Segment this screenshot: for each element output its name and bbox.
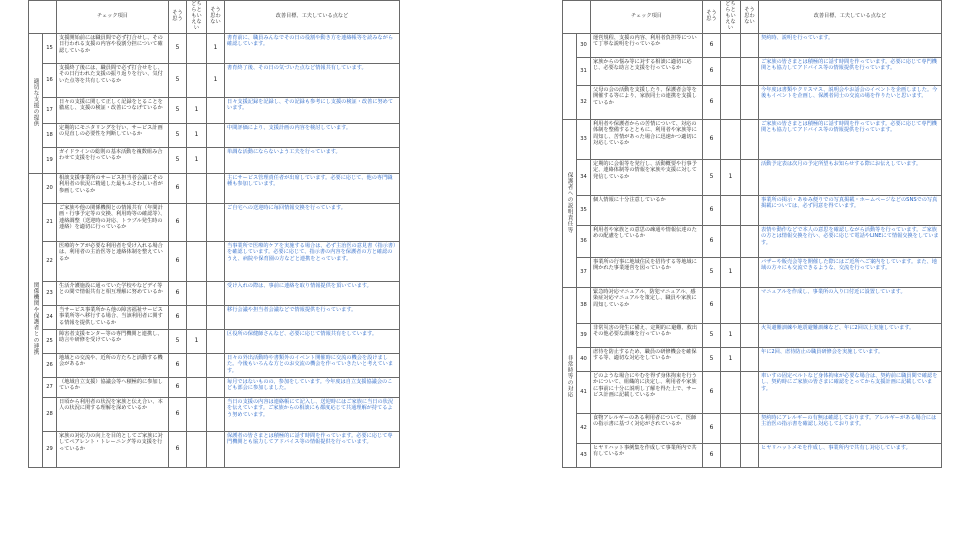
neither-count (721, 195, 741, 225)
neither-count (187, 377, 207, 397)
table-row (29, 377, 400, 397)
neither-count (187, 305, 207, 329)
no-count (741, 347, 759, 371)
yes-count: 6 (169, 203, 187, 241)
check-item: 虐待を防止するため、職員の研修機会を確保する等、適切な対応をしているか (591, 347, 703, 371)
no-count (207, 397, 225, 431)
check-item-header: チェック項目 (57, 1, 169, 34)
item-number: 21 (43, 203, 57, 241)
neither-count (721, 85, 741, 119)
no-count: 1 (207, 63, 225, 97)
table-row (563, 33, 942, 57)
neither-count (187, 33, 207, 63)
item-number: 33 (577, 119, 591, 159)
table-row (563, 57, 942, 85)
no-count (207, 305, 225, 329)
table-row (29, 97, 400, 123)
yes-count: 6 (703, 85, 721, 119)
no-count (207, 241, 225, 281)
table-row (29, 203, 400, 241)
item-number: 39 (577, 323, 591, 347)
yes-count: 6 (169, 431, 187, 467)
item-number: 20 (43, 173, 57, 203)
check-item: （地域自立支援）協議会等へ積極的に参加しているか (57, 377, 169, 397)
table-row (29, 63, 400, 97)
yes-count: 6 (703, 225, 721, 257)
check-item: 事業所の行事に地域住民を招待する等地域に開かれた事業運営を図っているか (591, 257, 703, 287)
no-count (741, 195, 759, 225)
no-count (741, 257, 759, 287)
check-item: 地域との交流や、近所の方たちと活動する機会があるか (57, 353, 169, 377)
improvement-comment: 活動予定表は次月の予定所望もお知らせする際にお伝えしています。 (759, 159, 942, 195)
improvement-comment: 車いすの固定ベルトなど身体拘束が必要な場合は、契約前に職員間で確認をし、契約時にご家族の皆さまに確認をとってから支援計画に記載しています。 (759, 371, 942, 413)
yes-count: 6 (169, 281, 187, 305)
yes-count: 5 (169, 33, 187, 63)
no-count (207, 173, 225, 203)
table-row (563, 371, 942, 413)
yes-count: 6 (169, 397, 187, 431)
check-item: 食物アレルギーのある利用者について、医師の指示書に基づく対応がされているか (591, 413, 703, 443)
improvement-comment: 移行会議や担当者会議などで情報提供を行っています。 (225, 305, 400, 329)
table-row (29, 147, 400, 173)
improvement-comment: 区役所の保健師さんなど、必要に応じて情報共有をしています。 (225, 329, 400, 353)
improvement-comment: 契約時にアレルギーの有無は確認しております。アレルギーがある場合には主治医の指示書を確認し対応しております。 (759, 413, 942, 443)
table-row (563, 443, 942, 467)
neither-count: 1 (187, 97, 207, 123)
category-cell (563, 287, 577, 467)
improvement-comment: ヒヤリハットメモを作成し、事業所内で共有し対応しています。 (759, 443, 942, 467)
yes-count: 6 (703, 413, 721, 443)
yes-count: 6 (703, 195, 721, 225)
check-item: 当サービス事業所から他の障害福祉サービス事業所等へ移行する場合、当該利用者に関する情報を提供しているか (57, 305, 169, 329)
corner-cell (29, 1, 57, 34)
no-count (741, 371, 759, 413)
yes-count: 5 (703, 347, 721, 371)
check-item: ご家族や他の関係機関との情報共有（年間計画・行事予定等の交換、利用時等の確認等）、連絡調整（送迎時の対応、トラブル発生時の連絡）を適切に行っているか (57, 203, 169, 241)
check-item: 支援開始前には職員間で必ず打合せし、その日行われる支援の内容や役割分担について確認しているか (57, 33, 169, 63)
left-sheet (28, 0, 400, 551)
improvement-comment: 受け入れの際は、事前に連絡を取り情報提供を頂いています。 (225, 281, 400, 305)
no-count (741, 225, 759, 257)
no-count (207, 377, 225, 397)
yes-header: そう思う (169, 1, 187, 34)
item-number: 34 (577, 159, 591, 195)
table-row (29, 353, 400, 377)
check-item: ヒヤリハット事例集を作成して事業所内で共有しているか (591, 443, 703, 467)
neither-count (721, 57, 741, 85)
improvement-comment: 単調な活動にならないよう工夫を行っています。 (225, 147, 400, 173)
neither-count (187, 241, 207, 281)
check-item: 緊急時対応マニュアル、防犯マニュアル、感染症対応マニュアルを策定し、職員や家族に周知しているか (591, 287, 703, 323)
neither-count: 1 (721, 323, 741, 347)
yes-count: 5 (703, 257, 721, 287)
table-row (29, 431, 400, 467)
item-number: 19 (43, 147, 57, 173)
neither-count (721, 119, 741, 159)
item-number: 27 (43, 377, 57, 397)
yes-count: 5 (169, 97, 187, 123)
neither-count (187, 63, 207, 97)
no-count (741, 57, 759, 85)
item-number: 41 (577, 371, 591, 413)
category-cell (29, 173, 43, 467)
table-row (29, 123, 400, 147)
item-number: 36 (577, 225, 591, 257)
no-count (207, 431, 225, 467)
no-count (741, 413, 759, 443)
improvement-comment: 日々支援記録を記録し、その記録も参考にし支援の検証・改善に努めています。 (225, 97, 400, 123)
neither-count: 1 (721, 257, 741, 287)
yes-count: 5 (169, 329, 187, 353)
table-row (563, 225, 942, 257)
item-number: 38 (577, 287, 591, 323)
check-item: 相談支援事業所のサービス担当者会議にその利用者の状況に精通した最もふさわしい者が参画しているか (57, 173, 169, 203)
yes-count: 6 (703, 33, 721, 57)
improvement-comment: ご自宅への送迎時に毎回情報交換を行っています。 (225, 203, 400, 241)
no-count (741, 119, 759, 159)
table-row (563, 347, 942, 371)
item-number: 23 (43, 281, 57, 305)
item-number: 29 (43, 431, 57, 467)
table-row (29, 241, 400, 281)
improvement-comment: 事業所の掲示・あゆみ便りでの写真掲載・ホームページなどのSNSでの写真掲載については、必ず同意を得ています。 (759, 195, 942, 225)
table-row (563, 159, 942, 195)
neither-count (187, 353, 207, 377)
improvement-comment: 契約時、説明を行っています。 (759, 33, 942, 57)
checklist-table-left (28, 0, 400, 468)
yes-count: 6 (169, 305, 187, 329)
table-row (563, 85, 942, 119)
yes-count: 6 (169, 353, 187, 377)
yes-header: そう思う (703, 1, 721, 34)
improvement-comment: 表情や動作などで本人の意思を確認しながら活動等を行っています。ご家族の方とは情報交換を行い、必要に応じて電話やLINEにて情報交換をしています。 (759, 225, 942, 257)
no-count: 1 (207, 33, 225, 63)
neither-count: 1 (721, 159, 741, 195)
yes-count: 6 (169, 173, 187, 203)
neither-count (721, 443, 741, 467)
no-count (207, 353, 225, 377)
item-number: 32 (577, 85, 591, 119)
improvement-comment: 火災避難訓練や地震避難訓練など、年に2回以上実施しています。 (759, 323, 942, 347)
check-item: 生活介護施設に通っていた学校やなどデイ等との間で情報共有と相互理解に努めているか (57, 281, 169, 305)
improvement-comment: 保護者の皆さまとは積極的に話す時間を作っています。必要に応じて専門機関とも協力してアドバイス等の情報提供を行っています。 (225, 431, 400, 467)
check-item: 日々の支援に関して正しく記録をとることを徹底し、支援の検証・改善につなげているか (57, 97, 169, 123)
improvement-comment: ご家族の皆さまとは積極的に話す時間を作っています。必要に応じて専門機関とも協力してアドバイス等の情報提供を行っています。 (759, 119, 942, 159)
yes-count: 5 (169, 123, 187, 147)
check-item: 家族の対応力の向上を目的としてご家族に対してペアレント・トレーニング等の支援を行っているか (57, 431, 169, 467)
check-item: どのような場合にやむを得ず身体拘束を行うかについて、組織的に決定し、利用者や家族に事前に十分に説明し了解を得た上で、サービス計画に記載しているか (591, 371, 703, 413)
improvement-comment: 中間評価により、支援計画の内容を検討しています。 (225, 123, 400, 147)
yes-count: 6 (703, 371, 721, 413)
item-number: 43 (577, 443, 591, 467)
yes-count: 6 (169, 377, 187, 397)
table-row (29, 33, 400, 63)
no-count (207, 123, 225, 147)
item-number: 18 (43, 123, 57, 147)
category-cell (29, 33, 43, 173)
improvement-comment: 書育前に、職員みんなでその日の役割や動き方を連絡帳等を読みながら確認しています。 (225, 33, 400, 63)
neither-count (721, 33, 741, 57)
checklist-table-right (562, 0, 942, 468)
table-row (563, 323, 942, 347)
yes-count: 5 (703, 323, 721, 347)
improvement-comment: 主にサービス管理責任者が出席しています。必要に応じて、他の専門職種も参加しています。 (225, 173, 400, 203)
neither-count (721, 371, 741, 413)
neither-count (187, 431, 207, 467)
yes-count: 6 (703, 119, 721, 159)
check-item: 個人情報に十分注意しているか (591, 195, 703, 225)
item-number: 30 (577, 33, 591, 57)
improvement-comment: マニュアルを作成し、事業所の入り口付近に設置しています。 (759, 287, 942, 323)
check-item: 障害者支援センター等の専門機関と連携し、助言や研修を受けているか (57, 329, 169, 353)
no-header: そう思わない (207, 1, 225, 34)
category-label: 適切な支援の提供 (32, 77, 39, 127)
no-count (207, 97, 225, 123)
no-count (207, 203, 225, 241)
table-row (29, 397, 400, 431)
improvement-comment: 毎月ではないものの、参加をしています。今年度は自立支援協議会のこども部会に参加しました。 (225, 377, 400, 397)
improvement-comment: ご家族の皆さまとは積極的に話す時間を作っています。必要に応じて専門機関とも協力してアドバイス等の情報提供を行っています。 (759, 57, 942, 85)
table-row (563, 257, 942, 287)
yes-count: 6 (169, 241, 187, 281)
table-row (563, 413, 942, 443)
item-number: 22 (43, 241, 57, 281)
yes-count: 5 (169, 147, 187, 173)
no-count (741, 85, 759, 119)
table-row (29, 305, 400, 329)
yes-count: 6 (703, 443, 721, 467)
improvement-comment: 年に2回、虐待防止の職員研修会を実施しています。 (759, 347, 942, 371)
check-item: 支援終了後には、職員間で必ず打合せをし、その日行われた支援の振り返りを行い、気付いた点等を共有しているか (57, 63, 169, 97)
no-header: そう思わない (741, 1, 759, 34)
table-row (563, 119, 942, 159)
item-number: 24 (43, 305, 57, 329)
check-item: 日頃から利用者の状況を家族と伝え合い、本人の状況に関する理解を深めているか (57, 397, 169, 431)
improvement-header: 改善目標、工夫している点など (759, 1, 942, 34)
improvement-header: 改善目標、工夫している点など (225, 1, 400, 34)
improvement-comment: バザーや販売会等を開催した際にはご近所へご案内をしています。また、地域の方々にも交流できるような、交流を行っています。 (759, 257, 942, 287)
check-item: 非常災害の発生に備え、定期的に避難、救出その他必要な訓練を行っているか (591, 323, 703, 347)
item-number: 26 (43, 353, 57, 377)
check-item-header: チェック項目 (591, 1, 703, 34)
item-number: 35 (577, 195, 591, 225)
check-item: 家族からの悩み等に対する相談に適切に応じ、必要な助言と支援を行っているか (591, 57, 703, 85)
no-count (741, 287, 759, 323)
neither-count: 1 (187, 147, 207, 173)
neither-count (721, 225, 741, 257)
table-row (29, 173, 400, 203)
improvement-comment: 書育終了後、その日の気づいた点など情報共有しています。 (225, 63, 400, 97)
no-count (207, 147, 225, 173)
check-item: 定期的に会報等を発行し、活動概要や行事予定、連絡体制等の情報を家族や支援に対して発信しているか (591, 159, 703, 195)
improvement-comment: 当事業所で医療的ケアを実施する場合は、必ず主治医の意見書（指示書）を確認しています。必要に応じて、指示書の内容を保護者の方と確認のうえ、病院や保育園の方などと連携をとっています。 (225, 241, 400, 281)
check-item: 利用者や保護者からの苦情について、対応の体制を整備するとともに、利用者や家族等に周知し、苦情があった場合に迅速かつ適切に対応しているか (591, 119, 703, 159)
table-row (29, 329, 400, 353)
check-item: 定期的にモニタリングを行い、サービス計画の見直しの必要性を判断しているか (57, 123, 169, 147)
yes-count: 5 (703, 159, 721, 195)
right-sheet (562, 0, 942, 551)
yes-count: 6 (703, 57, 721, 85)
category-label: 非常時等の対応 (566, 354, 573, 398)
item-number: 17 (43, 97, 57, 123)
item-number: 37 (577, 257, 591, 287)
item-number: 16 (43, 63, 57, 97)
check-item: 利用者や家族との意思の疎通や情報伝達のための配慮をしているか (591, 225, 703, 257)
yes-count: 6 (703, 287, 721, 323)
table-row (29, 281, 400, 305)
category-cell (563, 119, 577, 287)
item-number: 40 (577, 347, 591, 371)
check-item: ガイドラインの総則の基本活動を複数組み合わせて支援を行っているか (57, 147, 169, 173)
neither-count: 1 (721, 347, 741, 371)
table-row (563, 195, 942, 225)
no-count (207, 281, 225, 305)
neither-count (187, 203, 207, 241)
item-number: 28 (43, 397, 57, 431)
neither-header: どちらともいえない (721, 1, 741, 34)
check-item: 医療的ケアが必要な利用者を受け入れる場合は、利用者の主治医等と連絡体制を整えているか (57, 241, 169, 281)
category-label: 関係機関や保護者との連携 (32, 282, 39, 356)
neither-count (187, 173, 207, 203)
neither-count: 1 (187, 123, 207, 147)
no-count (741, 323, 759, 347)
item-number: 42 (577, 413, 591, 443)
yes-count: 5 (169, 63, 187, 97)
item-number: 31 (577, 57, 591, 85)
neither-count (187, 281, 207, 305)
improvement-comment: 当日の支援の内容は連絡帳にて記入し、送迎時にはご家族に当日の状況を伝えています。ご家族からの相談にも都度応じて共通理解が持てるよう努めています。 (225, 397, 400, 431)
check-item: 運営規程、支援の内容、利用者負担等について丁寧な説明を行っているか (591, 33, 703, 57)
improvement-comment: 今年度は書類やクリスマス、説明会やお話会のイベントを企画しました。今後もイベントを企画し、保護者同士の交流の場を作りたいと思います。 (759, 85, 942, 119)
improvement-comment: 日々の外出活動時や書類外のイベント開催時に交流の機会を設けました。今後もいろんな方とのお交流の機会を作っていきたいと考えています。 (225, 353, 400, 377)
neither-count (187, 397, 207, 431)
neither-count: 1 (187, 329, 207, 353)
category-label: 保護者への説明責任等 (566, 171, 573, 233)
no-count (741, 33, 759, 57)
corner-cell (563, 1, 591, 34)
neither-count (721, 287, 741, 323)
no-count (741, 159, 759, 195)
category-cell (563, 33, 577, 119)
check-item: 父母の会の活動を支援したり、保護者会等を開催する等により、家族同士の連携を支援しているか (591, 85, 703, 119)
no-count (741, 443, 759, 467)
neither-header: どちらともいえない (187, 1, 207, 34)
item-number: 25 (43, 329, 57, 353)
table-row (563, 287, 942, 323)
item-number: 15 (43, 33, 57, 63)
neither-count (721, 413, 741, 443)
no-count (207, 329, 225, 353)
